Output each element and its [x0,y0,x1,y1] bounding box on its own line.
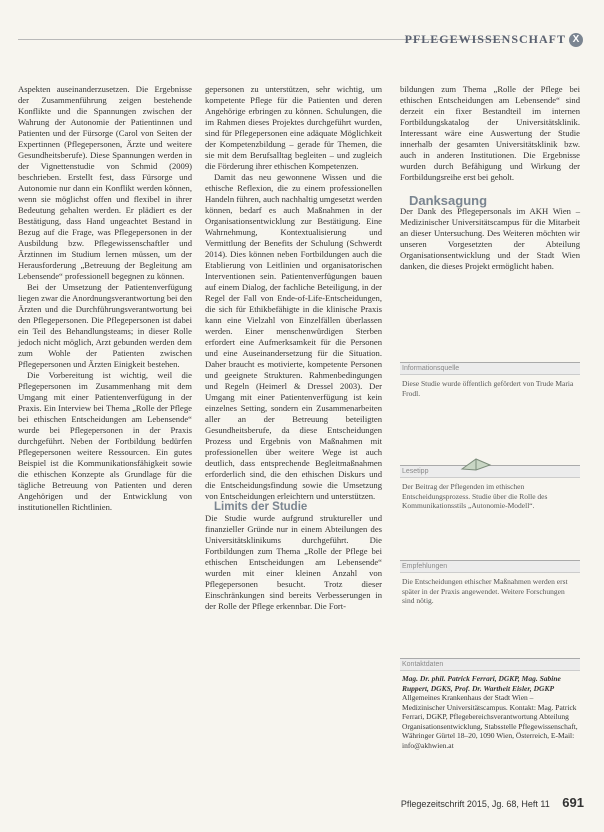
page-number: 691 [562,795,584,810]
recommendation-box-heading: Empfehlungen [400,560,580,573]
book-icon [460,455,492,471]
tip-box-text: Der Beitrag der Pflegenden im ethischen Entscheidungsprozess. Studie über die Rolle des Kommunikationsstils „Autonomie-Modell“. [402,482,548,510]
contact-box-heading: Kontaktdaten [400,658,580,671]
paragraph: Die Studie wurde aufgrund struktureller und finanzieller Gründe nur in einem Abteilungen des Universitätsklinikums durchgeführt. Die Fortbildungen zum Thema „Rolle der Pflege bei ethischen Entscheidungen am Lebensende“ wurden mit einer kleinen Anzahl von Pflegepersonen besucht. Trotz dieser Einschränkungen sind bereits Verbesserungen in der Rolle der Pflege erkennbar. Die Fort- [205,513,382,611]
contact-box-body [400,671,580,753]
page-header [0,28,604,50]
paragraph: bildungen zum Thema „Rolle der Pflege bei ethischen Entscheidungen am Lebensende“ sind derzeit ein fixer Bestandteil im internen Fortbildungskatalog der Universitätsklinik. Interessant wäre eine Auswertung der Studie innerhalb der gesamten Universitätsklinik bzw. auch in anderen Institutionen. Die Ergebnisse wurden durch Befähigung und Wirkung der Fortbildungsreihe erst bei geholt. [400,84,580,182]
author-names: Mag. Dr. phil. Patrick Ferrari, DGKP, Mag. Sabine Ruppert, DGKS, Prof. Dr. Wartheit Eisler, DGKP [402,674,561,693]
paragraph: Bei der Umsetzung der Patientenverfügung liegen zwar die Anordnungsverantwortung bei den Ärzten und die Durchführungsverantwortung bei den Pflegepersonen. Die Pflegepersonen ist dabei ein Teil des Behandlungsteams; in dieser Rolle jedoch nicht möglich, Arzt gebunden werden dem zum Wohle der Patienten zwischen Pflegepersonen und Ärzten Einigkeit bestehen. [18,282,192,369]
contact-box [400,658,580,753]
paragraph: Aspekten auseinanderzusetzen. Die Ergebnisse der Zusammenführung zeigen bestehende Konflikte und die Spannungen zwischen der Wahrung der Autonomie der Patientinnen und Patienten und der Fürsorge (Carol von Seiten der Expertinnen (Pflegepersonen, Ärzte und weitere Gesundheitsberufe). Diese Spannungen werden in der Vignettenstudie von Schmid (2009) beschrieben. Erstellt fest, dass Fürsorge und Autonomie nur dann ein Konflikt werden können, wenn sie möglichst offen und flexibel in ihrer Bedeutung gehalten werden. Er plädiert es der Bestätigung, dass Hand ungeachtet Bestand in Bezug auf die Frage, was Pflegepersonen in der Ausbildung bzw. Pflegewissenschaftler und Ärztinnen im Studium lernen müssen, um der Herausforderung „Betreuung der Begleitung am Lebensende“ professionell begegnen zu können. [18,84,192,281]
text-column-3 [400,84,580,272]
paragraph: Die Vorbereitung ist wichtig, weil die Pflegepersonen im Zusammenhang mit dem Umgang mit einer Patientenverfügung in der Praxis. Ein Interview bei Thema „Rolle der Pflege bei ethischen Entscheidungen am Lebensende“ wurde bei Pflegepersonen in der Praxis durchgeführt. Neben der Fortbildung bedürfen Pflegepersonen weitere Ressourcen. Ein gutes Beispiel ist die Kommunikationsfähigkeit sowie die ethischen Konzepte als Grundlage für die tägliche Betreuung von Patienten und deren Angehörigen und der Entwicklung von institutionellen Richtlinien. [18,370,192,512]
section-badge-icon: X [569,33,583,47]
info-box [400,362,580,402]
tip-box [400,465,580,515]
info-box-text: Diese Studie wurde öffentlich gefördert von Trude Maria Frodl. [402,379,574,398]
contact-address: Allgemeines Krankenhaus der Stadt Wien – Medizinischer Universitätscampus. Kontakt: Mag. Patrick Ferrari, DGKP, Pflegebereichsverantwortung Abteilung Organisationsentwicklung, Stabsstelle Pflegewissenschaft, Währinger Gürtel 18–20, 1090 Wien, Österreich, E-Mail: info@akhwien.at [402,693,578,750]
text-column-1 [18,84,192,513]
recommendation-box-text: Die Entscheidungen ethischer Maßnahmen werden erst später in der Praxis angewendet. Weitere Forschungen sind nötig. [402,577,568,605]
thanks-heading: Danksagung [409,193,488,208]
recommendation-box [400,560,580,610]
page-footer [401,795,584,810]
journal-citation: Pflegezeitschrift 2015, Jg. 68, Heft 11 [400,799,550,809]
paragraph: Damit das neu gewonnene Wissen und die ethische Reflexion, die zu einem professionellen Handeln führen, auch nachhaltig umgesetzt werden können, bedarf es auch Maßnahmen in der Organisationsentwicklung zur Bestätigung. Eine Wahrnehmung, Kontextualisierung und Vermittlung der Benefits der Schulung (Schwerdt 2014). Dies können neben Fortbildungen auch die Etablierung von Leitlinien und organisatorischen Interventionen sein. Patientenverfügungen bauen auf einem Dialog, der fachliche Beteiligung, in der Regel der Fall von Ende-of-Life-Entscheidungen, die sich für Ethikbefähigte in die klinische Praxis kann eine Vielzahl von Einzelfällen überlassen werden. Einer menschenwürdigen Sterben erfordert eine Aufmerksamkeit für die Personen und eine Auseinandersetzung für die Situation. Daher braucht es motivierte, kompetente Personen und geeignete Strukturen. Rahmenbedingungen und Regeln (Heimerl & Dressel 2003). Der Umgang mit einer Patientenverfügung ist kein einzelnes Setting, sondern ein Zusammenarbeiten aller an der Betreuung beteiligten Gesundheitsberufe, da diese Entscheidungen Prozess und Ergebnis von Maßnahmen mit professionellen über weitere Wege ist auch deutlich, dass entsprechende Begleitmaßnahmen erforderlich sind, die den ethischen Diskurs und die Entscheidungsfindung sowie die Umsetzung von Entscheidungen erleichtern und unterstützen. [205,172,382,501]
paragraph: Der Dank des Pflegepersonals im AKH Wien – Medizinischer Universitätscampus für die Mitarbeit an dieser Untersuchung. Des Weiteren möchten wir unseren Vorgesetzten der Abteilung Organisationsentwicklung und der Stadt Wien danken, die dieses Projekt ermöglicht haben. [400,206,580,271]
text-column-2 [205,84,382,612]
limits-heading: Limits der Studie [214,501,308,513]
paragraph: gepersonen zu unterstützen, sehr wichtig, um kompetente Pflege für die Patienten und deren Angehörige erbringen zu können. Schulungen, die im Rahmen dieses Projektes durchgeführt wurden, sind für Pflegepersonen eine adäquate Möglichkeit der Kompetenzbildung – gerade für Themen, die sie mit dem Berufsalltag begleiten – und zugleich die Förderung ihrer ethischen Kompetenzen. [205,84,382,171]
tip-box-heading: Lesetipp [400,465,580,478]
info-box-heading: Informationsquelle [400,362,580,375]
section-title: PFLEGEWISSENSCHAFT [404,32,566,46]
